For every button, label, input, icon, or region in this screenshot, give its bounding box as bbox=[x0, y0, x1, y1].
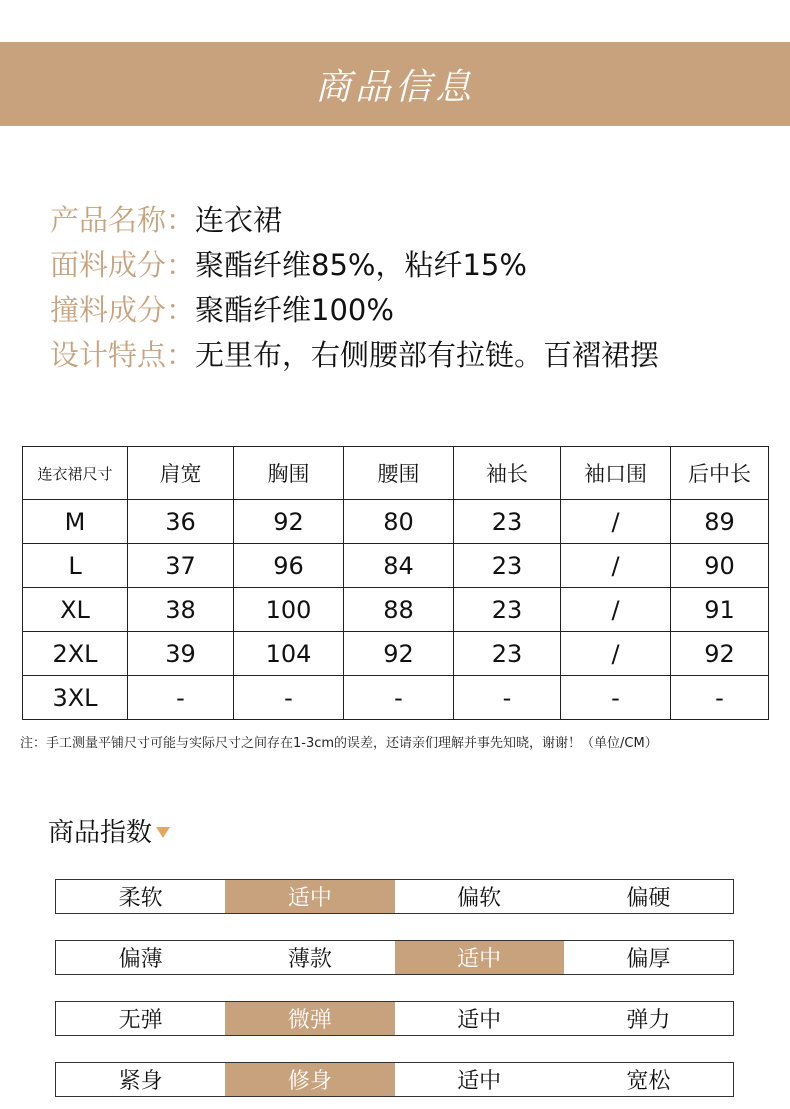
column-header: 腰围 bbox=[344, 447, 454, 500]
table-cell: 2XL bbox=[23, 632, 128, 676]
softness-scale bbox=[55, 879, 734, 914]
scale-option: 偏薄 bbox=[118, 947, 163, 972]
table-cell: 92 bbox=[671, 632, 769, 676]
scale-option: 弹力 bbox=[626, 1008, 671, 1033]
table-row bbox=[23, 544, 769, 588]
table-cell: 23 bbox=[454, 632, 561, 676]
table-cell: 80 bbox=[344, 500, 454, 544]
scale-option: 紧身 bbox=[118, 1069, 163, 1094]
info-label: 设计特点： bbox=[50, 338, 196, 372]
scale-option: 微弹 bbox=[225, 1002, 394, 1035]
product-index-title bbox=[48, 812, 170, 849]
table-cell: 92 bbox=[344, 632, 454, 676]
table-row bbox=[23, 500, 769, 544]
page-title: 商品信息 bbox=[314, 66, 475, 108]
scale-option: 适中 bbox=[457, 1069, 502, 1094]
table-cell: / bbox=[561, 500, 671, 544]
column-header: 袖口围 bbox=[561, 447, 671, 500]
info-label: 面料成分： bbox=[50, 248, 196, 282]
info-value: 连衣裙 bbox=[195, 203, 283, 237]
info-row-fabric bbox=[50, 241, 659, 286]
table-cell: 39 bbox=[128, 632, 234, 676]
table-cell: - bbox=[454, 676, 561, 720]
table-cell: / bbox=[561, 544, 671, 588]
scale-option: 修身 bbox=[225, 1063, 394, 1096]
table-cell: 104 bbox=[234, 632, 344, 676]
column-header: 胸围 bbox=[234, 447, 344, 500]
info-row-name bbox=[50, 196, 659, 241]
header-banner bbox=[0, 42, 790, 126]
scale-option: 偏厚 bbox=[626, 947, 671, 972]
table-cell: 92 bbox=[234, 500, 344, 544]
table-row bbox=[23, 632, 769, 676]
column-header: 连衣裙尺寸 bbox=[23, 447, 128, 500]
column-header: 肩宽 bbox=[128, 447, 234, 500]
scale-option: 适中 bbox=[395, 941, 564, 974]
info-value: 无里布，右侧腰部有拉链。百褶裙摆 bbox=[195, 338, 660, 372]
scale-option: 偏软 bbox=[457, 886, 502, 911]
table-cell: - bbox=[128, 676, 234, 720]
table-cell: - bbox=[671, 676, 769, 720]
table-cell: XL bbox=[23, 588, 128, 632]
table-cell: 37 bbox=[128, 544, 234, 588]
table-cell: 23 bbox=[454, 544, 561, 588]
table-row bbox=[23, 588, 769, 632]
table-cell: - bbox=[561, 676, 671, 720]
table-cell: 89 bbox=[671, 500, 769, 544]
section-title: 商品指数 bbox=[48, 818, 153, 848]
info-value: 聚酯纤维100% bbox=[195, 293, 394, 327]
scale-option: 适中 bbox=[457, 1008, 502, 1033]
scale-option: 柔软 bbox=[118, 886, 163, 911]
table-cell: 88 bbox=[344, 588, 454, 632]
table-cell: / bbox=[561, 632, 671, 676]
table-cell: / bbox=[561, 588, 671, 632]
triangle-down-icon bbox=[156, 827, 170, 838]
info-row-contrast-fabric bbox=[50, 286, 659, 331]
table-cell: - bbox=[344, 676, 454, 720]
scale-option: 无弹 bbox=[118, 1008, 163, 1033]
thickness-scale bbox=[55, 940, 734, 975]
table-cell: 38 bbox=[128, 588, 234, 632]
info-row-design bbox=[50, 331, 659, 376]
column-header: 袖长 bbox=[454, 447, 561, 500]
scale-option: 适中 bbox=[225, 880, 394, 913]
table-cell: 90 bbox=[671, 544, 769, 588]
measurement-note: 注：手工测量平铺尺寸可能与实际尺寸之间存在1-3cm的误差，还请亲们理解并事先知晓，谢谢！（单位/CM） bbox=[20, 736, 658, 751]
table-cell: 23 bbox=[454, 588, 561, 632]
table-cell: L bbox=[23, 544, 128, 588]
table-cell: 36 bbox=[128, 500, 234, 544]
table-cell: 3XL bbox=[23, 676, 128, 720]
elasticity-scale bbox=[55, 1001, 734, 1036]
table-cell: 84 bbox=[344, 544, 454, 588]
scale-option: 薄款 bbox=[287, 947, 332, 972]
scale-option: 宽松 bbox=[626, 1069, 671, 1094]
table-cell: 96 bbox=[234, 544, 344, 588]
table-cell: 100 bbox=[234, 588, 344, 632]
info-value: 聚酯纤维85%，粘纤15% bbox=[195, 248, 527, 282]
table-cell: 91 bbox=[671, 588, 769, 632]
column-header: 后中长 bbox=[671, 447, 769, 500]
fit-scale bbox=[55, 1062, 734, 1097]
info-label: 撞料成分： bbox=[50, 293, 196, 327]
size-table bbox=[22, 446, 769, 720]
product-info bbox=[50, 196, 659, 376]
table-cell: M bbox=[23, 500, 128, 544]
scale-option: 偏硬 bbox=[626, 886, 671, 911]
size-table-header bbox=[23, 447, 769, 500]
table-cell: - bbox=[234, 676, 344, 720]
info-label: 产品名称： bbox=[50, 203, 196, 237]
table-cell: 23 bbox=[454, 500, 561, 544]
table-row bbox=[23, 676, 769, 720]
